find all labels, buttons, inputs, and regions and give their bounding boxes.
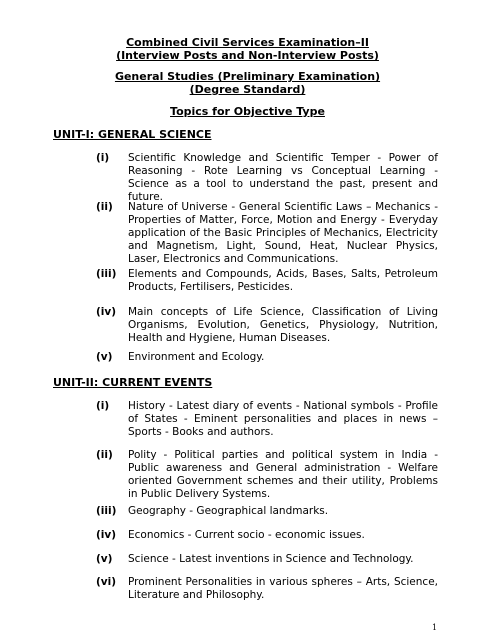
item-text: Geography - Geographical landmarks. xyxy=(128,505,329,517)
item-text: Polity - Political parties and political system in India - Public awareness and General administration - Welfare oriented Government schemes and their utility, Problems in Public Delivery Systems. xyxy=(128,449,438,500)
item-number: (ii) xyxy=(96,449,113,461)
paper-title-line-2: (Degree Standard) xyxy=(189,83,306,96)
item-text: Scientific Knowledge and Scientific Temper - Power of Reasoning - Rote Learning vs Conceptual Learning - Science as a tool to understand the past, present and future. xyxy=(128,152,438,203)
item-number: (i) xyxy=(96,400,110,412)
item-number: (iii) xyxy=(96,268,117,280)
item-text: Science - Latest inventions in Science and Technology. xyxy=(128,553,414,565)
exam-title xyxy=(0,36,495,62)
item-number: (iv) xyxy=(96,529,117,541)
item-text: Economics - Current socio - economic issues. xyxy=(128,529,365,541)
item-number: (vi) xyxy=(96,576,117,588)
topics-heading-text: Topics for Objective Type xyxy=(170,105,325,118)
item-text: Environment and Ecology. xyxy=(128,351,265,363)
item-number: (iii) xyxy=(96,505,117,517)
item-number: (i) xyxy=(96,152,110,164)
paper-title-line-1: General Studies (Preliminary Examination) xyxy=(114,70,381,83)
item-number: (ii) xyxy=(96,201,113,213)
topics-heading xyxy=(0,105,495,118)
item-text: Main concepts of Life Science, Classification of Living Organisms, Evolution, Genetics, Physiology, Nutrition, Health and Hygiene, Human Diseases. xyxy=(128,306,438,344)
unit-2-heading: UNIT-II: CURRENT EVENTS xyxy=(53,376,213,389)
item-number: (v) xyxy=(96,553,113,565)
item-text: History - Latest diary of events - National symbols - Profile of States - Eminent personalities and places in news – Sports - Books and authors. xyxy=(128,400,438,438)
item-text: Prominent Personalities in various spheres – Arts, Science, Literature and Philosophy. xyxy=(128,576,438,601)
exam-title-line-2: (Interview Posts and Non-Interview Posts) xyxy=(116,49,379,62)
item-number: (v) xyxy=(96,351,113,363)
exam-title-line-1: Combined Civil Services Examination–II xyxy=(126,36,369,49)
paper-title xyxy=(0,70,495,96)
item-text: Nature of Universe - General Scientific Laws – Mechanics - Properties of Matter, Force, Motion and Energy - Everyday application of the Basic Principles of Mechanics, Electricity and Magnetism, Light, Sound, Heat, Nuclear Physics, Laser, Electronics and Communications. xyxy=(128,201,438,265)
page-number: 1 xyxy=(432,623,438,632)
unit-1-heading: UNIT-I: GENERAL SCIENCE xyxy=(53,128,212,141)
item-number: (iv) xyxy=(96,306,117,318)
item-text: Elements and Compounds, Acids, Bases, Salts, Petroleum Products, Fertilisers, Pesticides. xyxy=(128,268,438,293)
